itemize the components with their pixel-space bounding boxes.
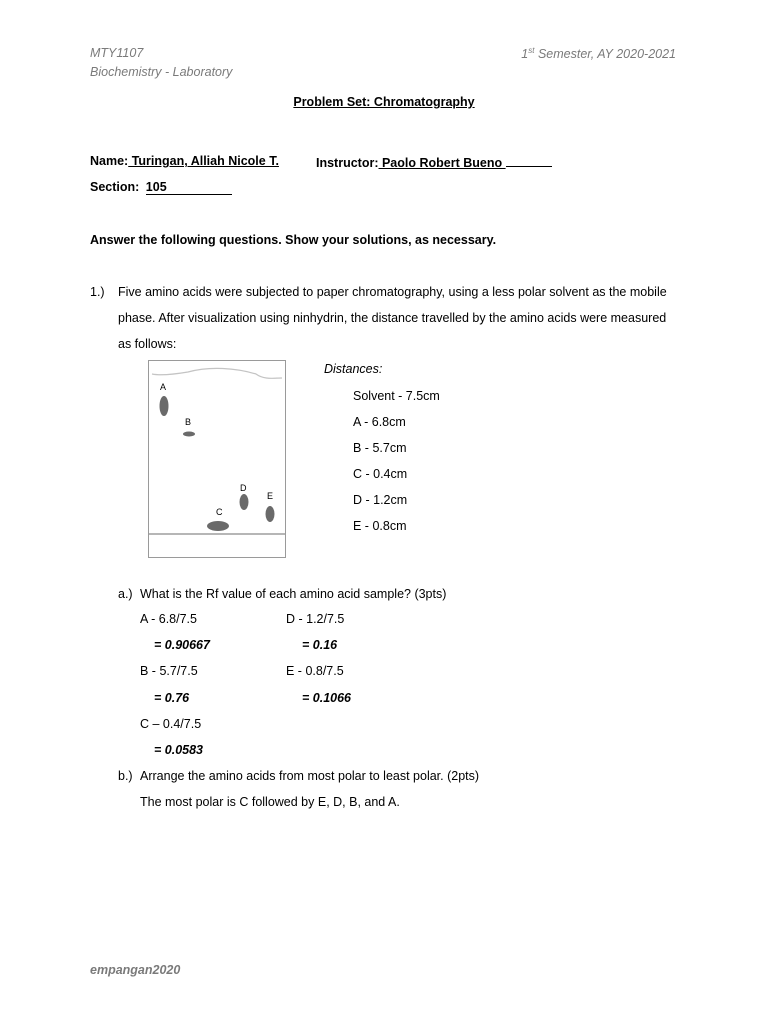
spot-label-c: C	[216, 507, 223, 517]
spot-label-d: D	[240, 483, 247, 493]
spot-a	[160, 396, 169, 416]
distance-e: E - 0.8cm	[353, 519, 407, 533]
part-b-question: Arrange the amino acids from most polar to least polar. (2pts)	[140, 769, 480, 783]
chromatogram-diagram	[148, 360, 288, 560]
result-a: = 0.90667	[154, 638, 210, 652]
calc-a: A - 6.8/7.5	[140, 612, 197, 626]
result-e: = 0.1066	[302, 691, 352, 705]
q1-number: 1.)	[90, 285, 105, 299]
instructor-value: Paolo Robert Bueno	[378, 156, 506, 170]
semester-number: 1	[521, 47, 529, 62]
part-b-label: b.)	[118, 769, 133, 783]
course-code: MTY1107	[90, 46, 144, 60]
calc-d: D - 1.2/7.5	[286, 612, 345, 626]
q1-line-2: phase. After visualization using ninhydrin, the distance travelled by the amino acids were measured	[118, 311, 667, 325]
semester-ordinal: st	[528, 46, 535, 55]
section-field	[146, 180, 232, 195]
spot-label-e: E	[267, 491, 274, 501]
spot-d	[240, 494, 249, 510]
spot-label-b: B	[185, 417, 192, 427]
part-a-label: a.)	[118, 587, 133, 601]
name-value: Turingan, Alliah Nicole T.	[128, 154, 279, 168]
distance-a: A - 6.8cm	[353, 415, 406, 429]
semester-label	[521, 46, 676, 61]
distances-label: Distances:	[324, 362, 383, 376]
spot-label-a: A	[160, 382, 167, 392]
spot-c	[207, 521, 229, 531]
course-name: Biochemistry - Laboratory	[90, 65, 233, 79]
instructor-label: Instructor:	[316, 156, 379, 170]
result-d: = 0.16	[302, 638, 338, 652]
q1-line-3: as follows:	[118, 337, 177, 351]
part-a-question: What is the Rf value of each amino acid sample? (3pts)	[140, 587, 447, 601]
instructor-blank-line	[506, 154, 552, 167]
semester-text: Semester, AY 2020-2021	[534, 47, 676, 62]
instructor-row	[316, 154, 552, 170]
spot-b	[183, 432, 195, 437]
distance-solvent: Solvent - 7.5cm	[353, 389, 440, 403]
result-c: = 0.0583	[154, 743, 204, 757]
name-row	[90, 154, 279, 168]
section-value: 105	[145, 180, 167, 194]
calc-b: B - 5.7/7.5	[140, 664, 198, 678]
page-title: Problem Set: Chromatography	[293, 95, 475, 109]
calc-e: E - 0.8/7.5	[286, 664, 344, 678]
instructions: Answer the following questions. Show your solutions, as necessary.	[90, 233, 497, 247]
calc-c: C – 0.4/7.5	[140, 717, 202, 731]
name-label: Name:	[90, 154, 129, 168]
distance-b: B - 5.7cm	[353, 441, 407, 455]
section-label: Section:	[90, 180, 140, 194]
part-b-answer: The most polar is C followed by E, D, B, and A.	[140, 795, 400, 809]
footer-watermark: empangan2020	[90, 963, 181, 977]
q1-line-1: Five amino acids were subjected to paper chromatography, using a less polar solvent as the mobile	[118, 285, 667, 299]
result-b: = 0.76	[154, 691, 190, 705]
spot-e	[266, 506, 275, 522]
distance-c: C - 0.4cm	[353, 467, 408, 481]
distance-d: D - 1.2cm	[353, 493, 408, 507]
section-row	[90, 180, 232, 195]
